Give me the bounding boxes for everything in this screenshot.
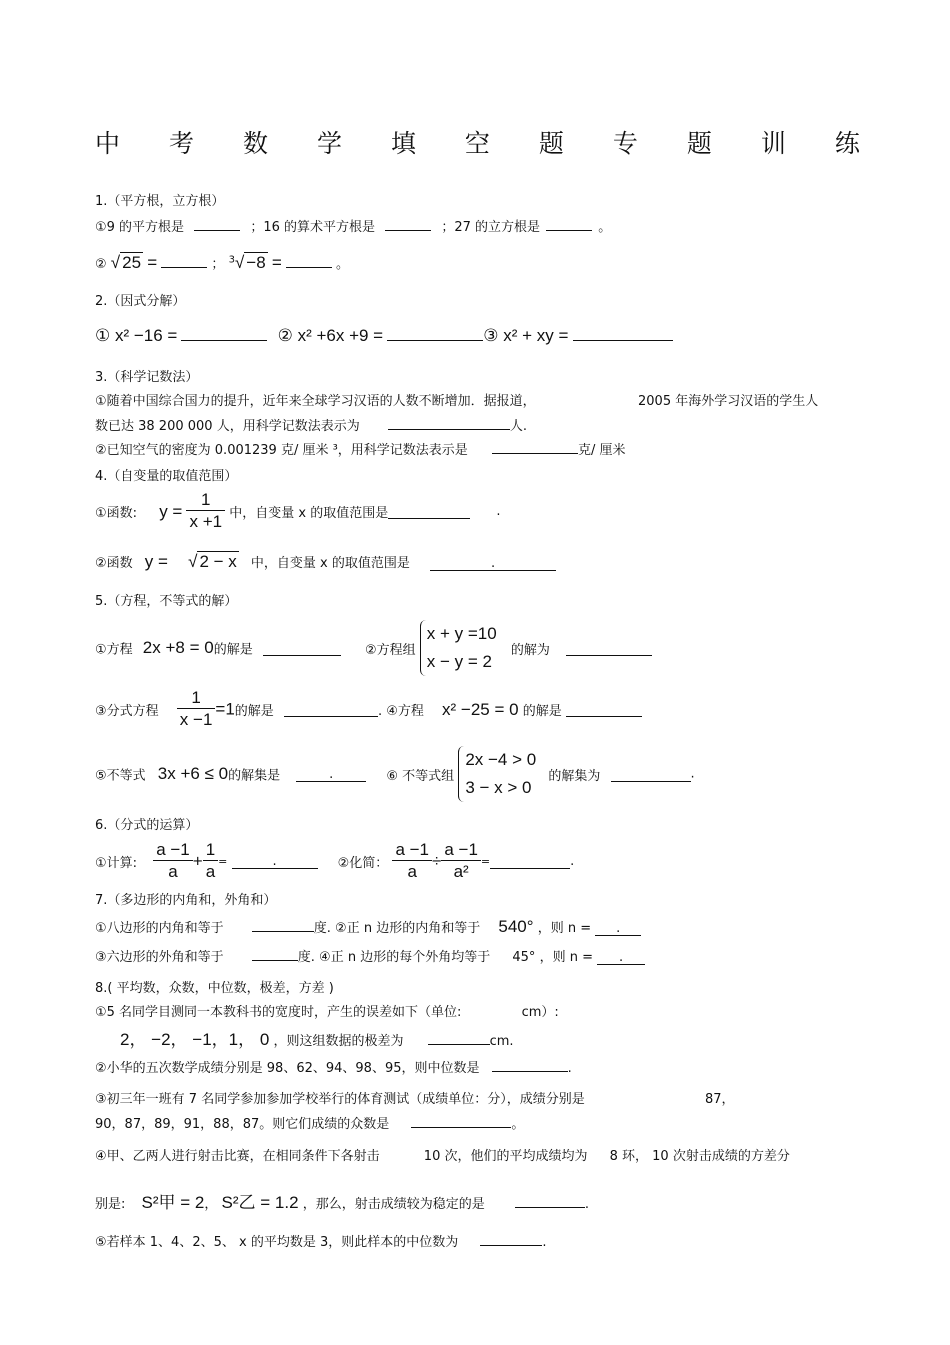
title-char: 专: [612, 129, 638, 158]
answer-blank[interactable]: [388, 415, 510, 430]
question-3-2: ②已知空气的密度为 0.001239 克/ 厘米 ³，用科学记数法表示是 克/ 厘米: [95, 439, 625, 458]
title-char: 填: [390, 129, 416, 158]
title-char: 学: [316, 129, 342, 158]
title-char: 练: [834, 129, 860, 158]
title-char: 空: [464, 129, 490, 158]
answer-blank[interactable]: [263, 641, 341, 656]
title-char: 题: [686, 129, 712, 158]
question-8-4-line2: 别是: S²甲 = 2， S²乙 = 1.2 ，那么，射击成绩较为稳定的是 .: [95, 1193, 589, 1212]
answer-blank[interactable]: [492, 439, 578, 454]
title-char: 考: [168, 129, 194, 158]
title-char: 中: [95, 129, 121, 158]
answer-blank[interactable]: [181, 326, 267, 341]
question-7-3-4: ③六边形的外角和等于 度. ④正 n 边形的每个外角均等于 45° ，则 n = .: [95, 946, 645, 965]
section-8-heading: 8.( 平均数，众数，中位数，极差，方差 ): [95, 981, 334, 996]
question-5-1-2: ①方程 2x +8 = 0的解是 ②方程组 x + y =10 x − y = 2 的解为: [95, 620, 652, 676]
section-2-heading: 2.（因式分解）: [95, 294, 186, 309]
answer-blank[interactable]: .: [430, 556, 556, 571]
answer-blank[interactable]: [490, 854, 570, 869]
answer-blank[interactable]: .: [296, 767, 366, 782]
page-title: [95, 124, 860, 160]
answer-blank[interactable]: [566, 641, 652, 656]
question-5-3-4: ③分式方程 $\frac{1}{x -1}$ =1的解是 . ④方程 x² −25 = 0 的解是: [95, 688, 642, 731]
section-6-heading: 6.（分式的运算）: [95, 818, 199, 833]
question-8-4: ④甲、乙两人进行射击比赛，在相同条件下各射击 10 次，他们的平均成绩均为 8 环， 10 次射击成绩的方差分: [95, 1149, 790, 1164]
section-4-heading: 4.（自变量的取值范围）: [95, 469, 238, 484]
title-char: 训: [760, 129, 786, 158]
question-8-2: ②小华的五次数学成绩分别是 98、62、94、98、95，则中位数是 .: [95, 1057, 572, 1076]
title-char: 数: [242, 129, 268, 158]
title-char: 题: [538, 129, 564, 158]
question-1-2: ② √ 25 = ； $^3$√ −8 = 。: [95, 253, 350, 272]
question-5-5-6: ⑤不等式 3x +6 ≤ 0的解集是 . ⑥ 不等式组 2x −4 > 0 3 − x > 0 的解集为 .: [95, 746, 695, 802]
answer-blank[interactable]: [252, 917, 314, 932]
answer-blank[interactable]: [492, 1057, 568, 1072]
question-8-1-values: 2， −2， −1，1， 0 ，则这组数据的极差为 cm.: [120, 1030, 514, 1049]
answer-blank[interactable]: .: [232, 854, 318, 869]
question-8-3: ③初三年一班有 7 名同学参加参加学校举行的体育测试（成绩单位：分），成绩分别是: [95, 1092, 585, 1107]
answer-blank[interactable]: [428, 1030, 490, 1045]
answer-blank[interactable]: [161, 253, 207, 268]
question-8-1: ①5 名同学目测同一本教科书的宽度时，产生的误差如下（单位: cm）:: [95, 1005, 559, 1020]
answer-blank[interactable]: [387, 326, 483, 341]
answer-blank[interactable]: [411, 1113, 511, 1128]
question-1-1: ①9 的平方根是 ；16 的算术平方根是 ；27 的立方根是 。: [95, 216, 611, 235]
answer-blank[interactable]: [286, 253, 332, 268]
answer-blank[interactable]: [252, 946, 298, 961]
answer-blank[interactable]: [385, 216, 431, 231]
question-3-1-line2: 数已达 38 200 000 人，用科学记数法表示为 人.: [95, 415, 527, 434]
answer-blank[interactable]: .: [597, 950, 645, 965]
answer-blank[interactable]: [194, 216, 240, 231]
answer-blank[interactable]: [480, 1231, 542, 1246]
answer-blank[interactable]: .: [595, 921, 641, 936]
section-7-heading: 7.（多边形的内角和，外角和）: [95, 893, 277, 908]
answer-blank[interactable]: [284, 702, 378, 717]
section-5-heading: 5.（方程，不等式的解）: [95, 594, 238, 609]
question-8-5: ⑤若样本 1、4、2、5、 x 的平均数是 3，则此样本的中位数为 .: [95, 1231, 547, 1250]
question-8-3-line2: 90，87，89，91，88，87。则它们成绩的众数是 。: [95, 1113, 524, 1132]
question-7-1-2: ①八边形的内角和等于 度. ②正 n 边形的内角和等于 540° ，则 n = .: [95, 917, 641, 937]
question-6: ①计算: $\frac{a -1}{a}$ + $\frac{1}{a}$ = . ②化简： $\frac{a -1}{a}$ ÷ $\frac{a -1}{\text{a²}}$ = .: [95, 840, 575, 881]
question-2: ① x² −16 = ② x² +6x +9 = ③ x² + xy =: [95, 326, 673, 346]
answer-blank[interactable]: [515, 1193, 585, 1208]
question-4-2: ②函数 y = √ 2 − x 中，自变量 x 的取值范围是 .: [95, 551, 556, 572]
section-1-heading: 1.（平方根，立方根）: [95, 194, 225, 209]
question-4-1: ①函数: y = $\frac{1}{x +1}$ 中，自变量 x 的取值范围是 .: [95, 490, 501, 531]
answer-blank[interactable]: [566, 702, 642, 717]
section-3-heading: 3.（科学记数法）: [95, 370, 199, 385]
answer-blank[interactable]: [546, 216, 592, 231]
answer-blank[interactable]: [388, 504, 470, 519]
question-3-1: ①随着中国综合国力的提升，近年来全球学习汉语的人数不断增加．据报道，: [95, 394, 536, 409]
question-8-3-cont: 87，: [705, 1092, 735, 1107]
answer-blank[interactable]: [573, 326, 673, 341]
question-3-1-cont: 2005 年海外学习汉语的学生人: [638, 394, 819, 409]
answer-blank[interactable]: [611, 767, 691, 782]
